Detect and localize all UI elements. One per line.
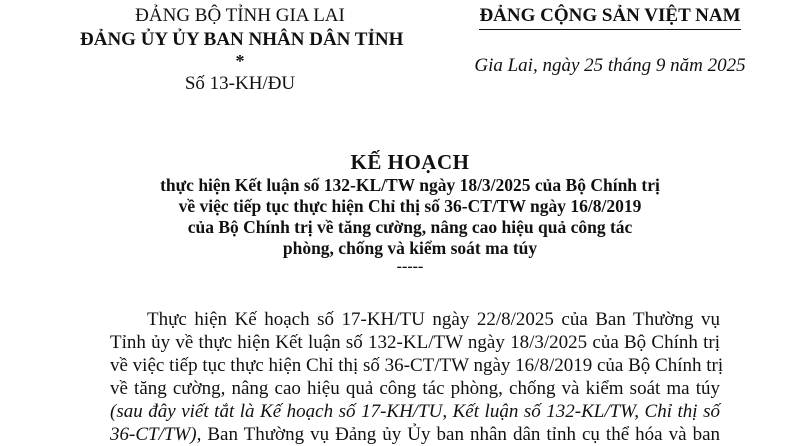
- place-date: Gia Lai, ngày 25 tháng 9 năm 2025: [474, 55, 746, 76]
- body-line-4: về tăng cường, nâng cao hiệu quả công tác phòng, chống và kiểm soát ma túy: [110, 378, 720, 399]
- header-star: *: [235, 51, 245, 71]
- body-paragraph: [110, 308, 724, 446]
- body-line-5: (sau đây viết tắt là Kế hoạch số 17-KH/TU, Kết luận số 132-KL/TW, Chỉ thị số: [110, 401, 720, 422]
- header-right-block: [440, 4, 780, 78]
- doc-number: Số 13-KH/ĐU: [184, 73, 296, 94]
- subtitle-line-2: về việc tiếp tục thực hiện Chỉ thị số 36-CT/TW ngày 16/8/2019: [178, 196, 642, 216]
- org-name: ĐẢNG ỦY ỦY BAN NHÂN DÂN TỈNH: [80, 29, 404, 50]
- body-line-3: về việc tiếp tục thực hiện Chỉ thị số 36-CT/TW ngày 16/8/2019 của Bộ Chính trị: [110, 355, 724, 376]
- doc-type-title: KẾ HOẠCH: [350, 150, 470, 174]
- body-line-2: Tỉnh ủy về thực hiện Kết luận số 132-KL/TW ngày 18/3/2025 của Bộ Chính trị: [110, 332, 720, 353]
- party-name: ĐẢNG CỘNG SẢN VIỆT NAM: [479, 4, 740, 30]
- title-separator: -----: [396, 258, 424, 275]
- subtitle-line-4: phòng, chống và kiểm soát ma túy: [282, 238, 538, 258]
- body-line-6-rest: Ban Thường vụ Đảng ủy Ủy ban nhân dân tỉnh cụ thể hóa và ban: [201, 424, 720, 445]
- body-line-6-italic: 36-CT/TW),: [110, 424, 202, 445]
- header-left-block: [80, 4, 404, 98]
- subtitle-line-1: thực hiện Kết luận số 132-KL/TW ngày 18/3/2025 của Bộ Chính trị: [160, 175, 660, 195]
- title-block: [60, 149, 760, 275]
- body-line-6: [110, 423, 720, 446]
- org-parent: ĐẢNG BỘ TỈNH GIA LAI: [135, 5, 345, 26]
- body-line-1: Thực hiện Kế hoạch số 17-KH/TU ngày 22/8/2025 của Ban Thường vụ: [147, 309, 720, 330]
- subtitle-line-3: của Bộ Chính trị về tăng cường, nâng cao hiệu quả công tác: [187, 217, 633, 237]
